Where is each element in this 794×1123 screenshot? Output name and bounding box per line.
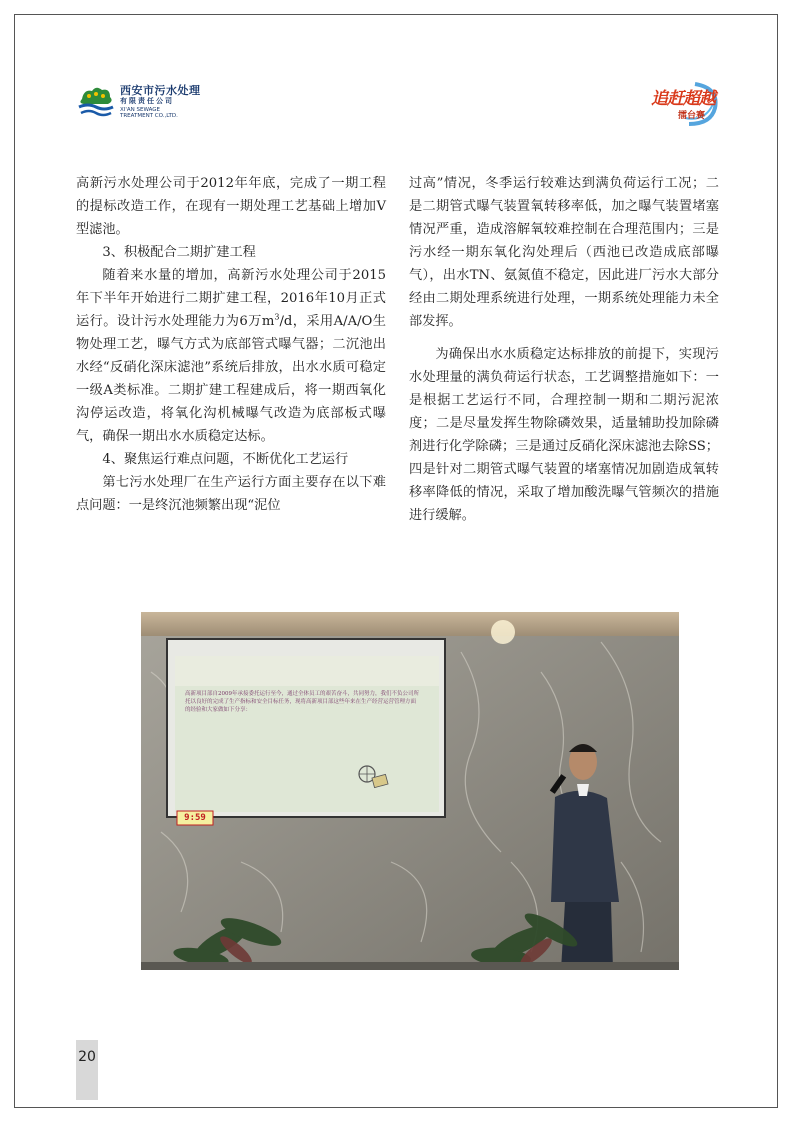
left-column bbox=[76, 172, 386, 517]
text-run: 随着来水量的增加，高新污水处理公司于2015年下半年开始进行二期扩建工程，2016年10月正式运行。设计污水处理能力为6万m bbox=[76, 268, 386, 329]
company-name-en: XI'AN SEWAGE TREATMENT CO.,LTD. bbox=[120, 107, 178, 120]
paragraph: 高新污水处理公司于2012年年底，完成了一期工程的提标改造工作，在现有一期处理工艺基础上增加V型滤池。 bbox=[76, 176, 386, 237]
globe-icon bbox=[353, 762, 393, 792]
company-logo bbox=[76, 85, 201, 119]
superscript: 3 bbox=[274, 312, 280, 322]
presentation-photo bbox=[141, 612, 679, 970]
contest-emblem bbox=[645, 78, 721, 130]
page-number: 20 bbox=[78, 1049, 96, 1065]
contest-title: 追赶超越 bbox=[651, 89, 715, 109]
company-emblem-icon bbox=[76, 85, 116, 119]
section-heading: 4、聚焦运行难点问题，不断优化工艺运行 bbox=[102, 452, 349, 467]
company-name-cn-suffix: 有限责任公司 bbox=[120, 97, 174, 105]
section-heading: 3、积极配合二期扩建工程 bbox=[102, 245, 256, 260]
contest-subtitle: 擂台赛 bbox=[678, 111, 706, 121]
right-column bbox=[409, 172, 719, 527]
paragraph: 为确保出水水质稳定达标排放的前提下，实现污水处理量的满负荷运行状态，工艺调整措施如下：一是根据工艺运行不同，合理控制一期和二期污泥浓度；二是尽量发挥生物除磷效果，适量辅助投加除磷剂进行化学除磷；三是通过反硝化深床滤池去除SS；四是针对二期管式曝气装置的堵塞情况加剧造成氧转移率降低的情况，采取了增加酸洗曝气管频次的措施进行缓解。 bbox=[409, 347, 719, 523]
paragraph: 第七污水处理厂在生产运行方面主要存在以下难点问题：一是终沉池频繁出现“泥位 bbox=[76, 475, 386, 513]
paragraph bbox=[76, 264, 386, 448]
slide-timer: 9:59 bbox=[184, 813, 206, 823]
company-name-cn: 西安市污水处理 bbox=[120, 84, 201, 97]
paragraph: 过高”情况，冬季运行较难达到满负荷运行工况；二是二期管式曝气装置氧转移率低，加之曝气装置堵塞情况严重，造成溶解氧较难控制在合理范围内；三是污水经一期东氧化沟处理后（西池已改造成底部曝气），出水TN、氨氮值不稳定，因此进厂污水大部分经由二期处理系统进行处理，一期系统处理能力未全部发挥。 bbox=[409, 176, 719, 329]
slide-text: 高新项目部自2009年承接委托运行至今，通过全体员工的艰苦奋斗，共同努力，我们不负公司所托以良好的完成了生产指标和安全目标任务，现将高新项目部这些年来在生产经营运营管理方面的经验和大家做如下分享： bbox=[185, 691, 420, 713]
text-run: /d，采用A/A/O生物处理工艺，曝气方式为底部管式曝气器；二沉池出水经“反硝化深床滤池”系统后排放，出水水质可稳定一级A类标准。二期扩建工程建成后，将一期西氧化沟停运改造，将氧化沟机械曝气改造为底部板式曝气，确保一期出水水质稳定达标。 bbox=[76, 314, 386, 444]
photo-scene bbox=[141, 612, 679, 970]
